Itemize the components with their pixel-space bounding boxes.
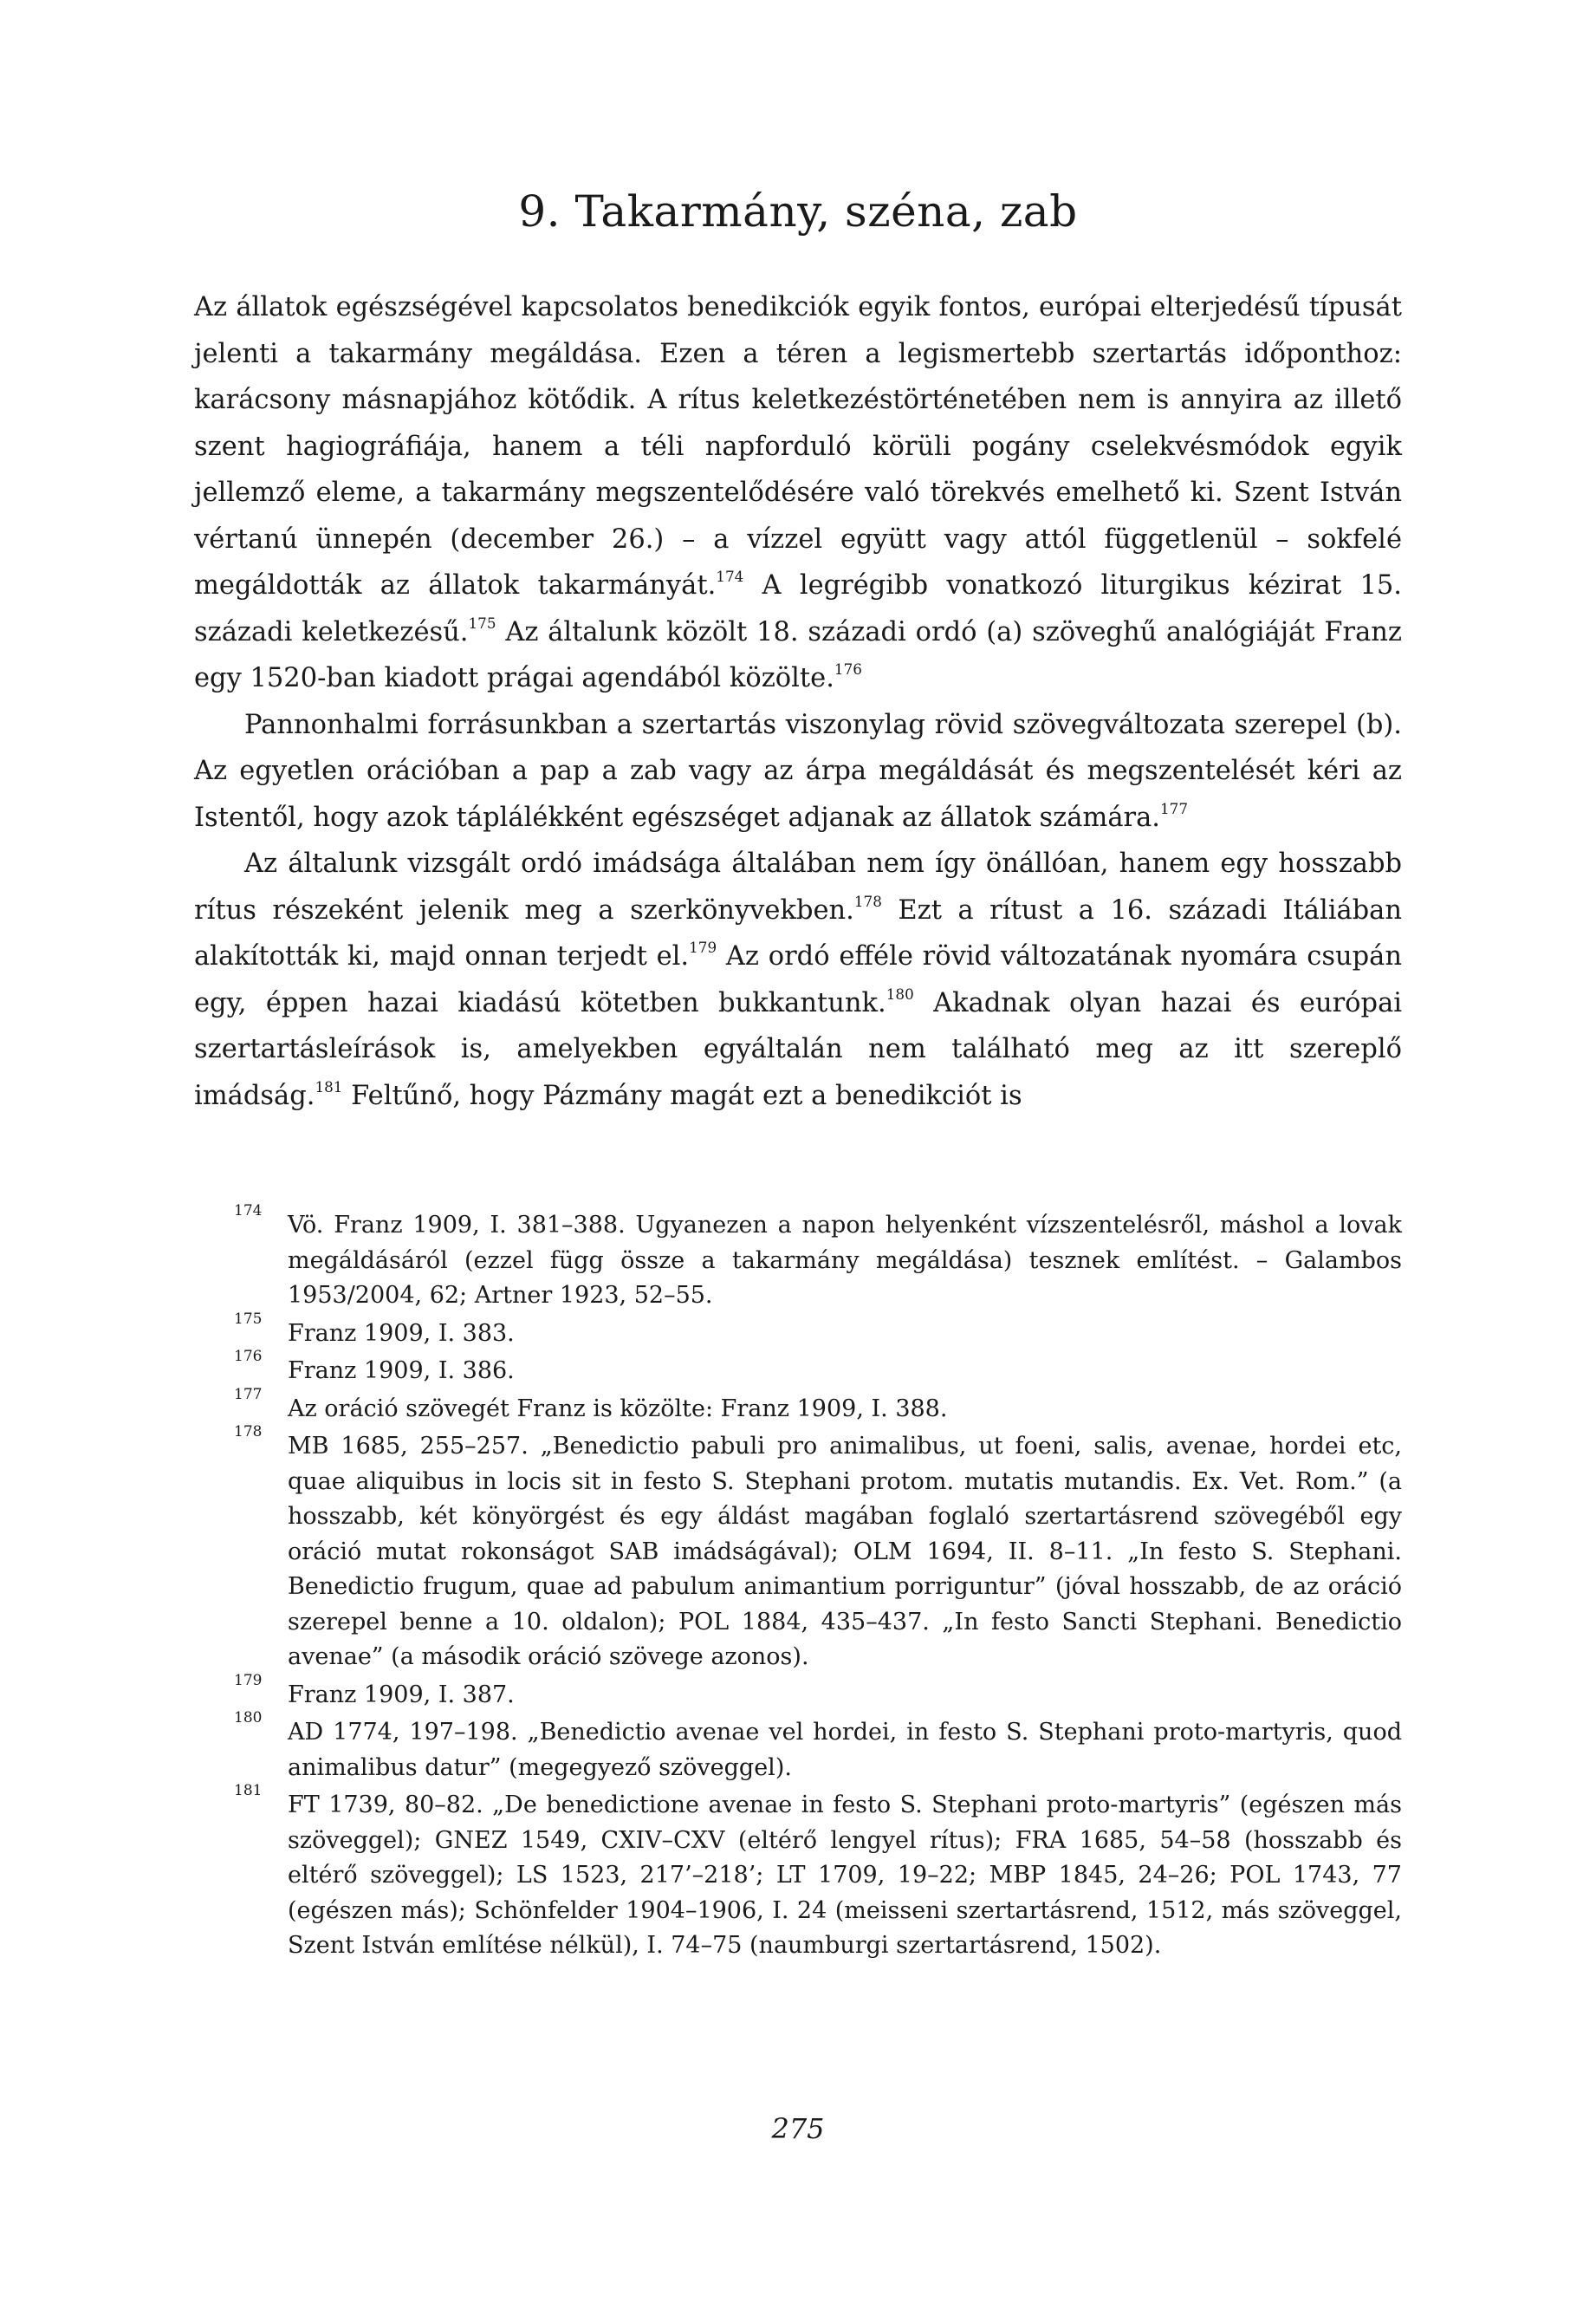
footnote-text: FT 1739, 80–82. „De benedictione avenae in festo S. Stephani proto-martyris” (egészen más szöveggel); GNEZ 1549, CXIV–CXV (eltérő lengyel rítus); FRA 1685, 54–58 (hosszabb és eltérő szöveggel); LS 1523, 217’–218’; LT 1709, 19–22; MBP 1845, 24–26; POL 1743, 77 (egészen más); Schönfelder 1904–1906, I. 24 (meisseni szertartásrend, 1512, más szöveggel, Szent István említése nélkül), I. 74–75 (naumburgi szertartásrend, 1502). — [288, 1792, 1402, 1959]
paragraph — [194, 284, 1402, 702]
footnote-number: 177 — [234, 1385, 263, 1403]
footnote-text: Vö. Franz 1909, I. 381–388. Ugyanezen a napon helyenként vízszentelésről, máshol a lovak megáldásáról (ezzel függ össze a takarmány megáldása) tesznek említést. – Galambos 1953/2004, 62; Artner 1923, 52–55. — [288, 1212, 1402, 1309]
footnote-ref[interactable]: 174 — [716, 567, 744, 585]
footnote — [194, 1423, 1402, 1675]
footnote-number: 175 — [234, 1310, 263, 1328]
footnote-text: Franz 1909, I. 387. — [288, 1681, 515, 1708]
footnote-text: Franz 1909, I. 386. — [288, 1357, 515, 1384]
footnote-number: 174 — [234, 1202, 263, 1219]
footnote-text: AD 1774, 197–198. „Benedictio avenae vel hordei, in festo S. Stephani proto-martyris, quod animalibus datur” (megegyező szöveggel). — [288, 1719, 1402, 1781]
paragraph-text: Akadnak olyan hazai és európai szertartásleírások is, amelyekben egyáltalán nem található meg az itt szereplő imádság. — [194, 987, 1403, 1111]
footnote-number: 180 — [234, 1709, 263, 1726]
footnote — [194, 1202, 1402, 1314]
footnote-ref[interactable]: 180 — [886, 985, 914, 1003]
page-number: 275 — [771, 2112, 825, 2145]
footnote-ref[interactable]: 179 — [689, 938, 717, 956]
paragraph-text: Pannonhalmi forrásunkban a szertartás viszonylag rövid szövegváltozata szerepel (b). Az egyetlen orációban a pap a zab vagy az árpa megáldását és megszentelését kéri az Istentől, hogy azok táplálékként egészséget adjanak az állatok számára. — [194, 709, 1402, 833]
paragraph-text: Az általunk vizsgált ordó imádsága általában nem így önállóan, hanem egy hosszabb rítus részeként jelenik meg a szerkönyvekben. — [194, 849, 1402, 926]
paragraph-text: Az ordó efféle rövid változatának nyomára csupán egy, éppen hazai kiadású kötetben bukkantunk. — [194, 941, 1402, 1018]
footnote-number: 179 — [234, 1671, 263, 1689]
footnote-number: 181 — [234, 1782, 263, 1799]
paragraph — [194, 702, 1402, 842]
footnote — [194, 1709, 1402, 1785]
footnote — [194, 1671, 1402, 1713]
paragraph-text: Feltűnő, hogy Pázmány magát ezt a benedikciót is — [342, 1080, 1022, 1111]
footnote-number: 178 — [234, 1423, 263, 1440]
footnote-ref[interactable]: 181 — [315, 1077, 343, 1096]
footnote-number: 176 — [234, 1348, 263, 1365]
paragraph-text: Az általunk közölt 18. századi ordó (a) szöveghű analógiáját Franz egy 1520-ban kiadott prágai agendából közölte. — [194, 616, 1402, 693]
footnote-ref[interactable]: 178 — [853, 892, 882, 910]
footnote — [194, 1310, 1402, 1352]
paragraph-text: Az állatok egészségével kapcsolatos benedikciók egyik fontos, európai elterjedésű típusát jelenti a takarmány megáldása. Ezen a téren a legismertebb szertartás időponthoz: karácsony másnapjához kötődik. A rítus keletkezéstörténetében nem is annyira az illető szent hagiográfiája, hanem a téli napforduló körüli pogány cselekvésmódok egyik jellemző eleme, a takarmány megszentelődésére való törekvés emelhető ki. Szent István vértanú ünnepén (december 26.) – a vízzel együtt vagy attól függetlenül – sokfelé megáldották az állatok takarmányát. — [194, 292, 1402, 601]
footnote-text: Az oráció szövegét Franz is közölte: Franz 1909, I. 388. — [288, 1395, 948, 1422]
chapter-title: 9. Takarmány, széna, zab — [518, 186, 1078, 237]
footnote-text: MB 1685, 255–257. „Benedictio pabuli pro animalibus, ut foeni, salis, avenae, hordei etc, quae aliquibus in locis sit in festo S. Stephani protom. mutatis mutandis. Ex. Vet. Rom.” (a hosszabb, két könyörgést és egy áldást magában foglaló szertartásrend szövegéből egy oráció mutat rokonságot SAB imádságával); OLM 1694, II. 8–11. „In festo S. Stephani. Benedictio frugum, quae ad pabulum animantium porriguntur” (jóval hosszabb, de az oráció szerepel benne a 10. oldalon); POL 1884, 435–437. „In festo Sancti Stephani. Benedictio avenae” (a második oráció szövege azonos). — [288, 1433, 1402, 1670]
footnotes-section — [194, 1202, 1402, 1967]
main-text — [194, 284, 1402, 1119]
paragraph-text: Ezt a rítust a 16. századi Itáliában alakították ki, majd onnan terjedt el. — [194, 894, 1402, 972]
paragraph — [194, 841, 1402, 1119]
footnote-ref[interactable]: 176 — [834, 660, 862, 678]
paragraph-text: A legrégibb vonatkozó liturgikus kézirat 15. századi keletkezésű. — [194, 570, 1402, 647]
footnote — [194, 1782, 1402, 1964]
footnote — [194, 1348, 1402, 1389]
footnote-ref[interactable]: 175 — [468, 614, 496, 632]
footnote — [194, 1385, 1402, 1427]
footnote-text: Franz 1909, I. 383. — [288, 1319, 515, 1347]
footnote-ref[interactable]: 177 — [1160, 799, 1189, 817]
